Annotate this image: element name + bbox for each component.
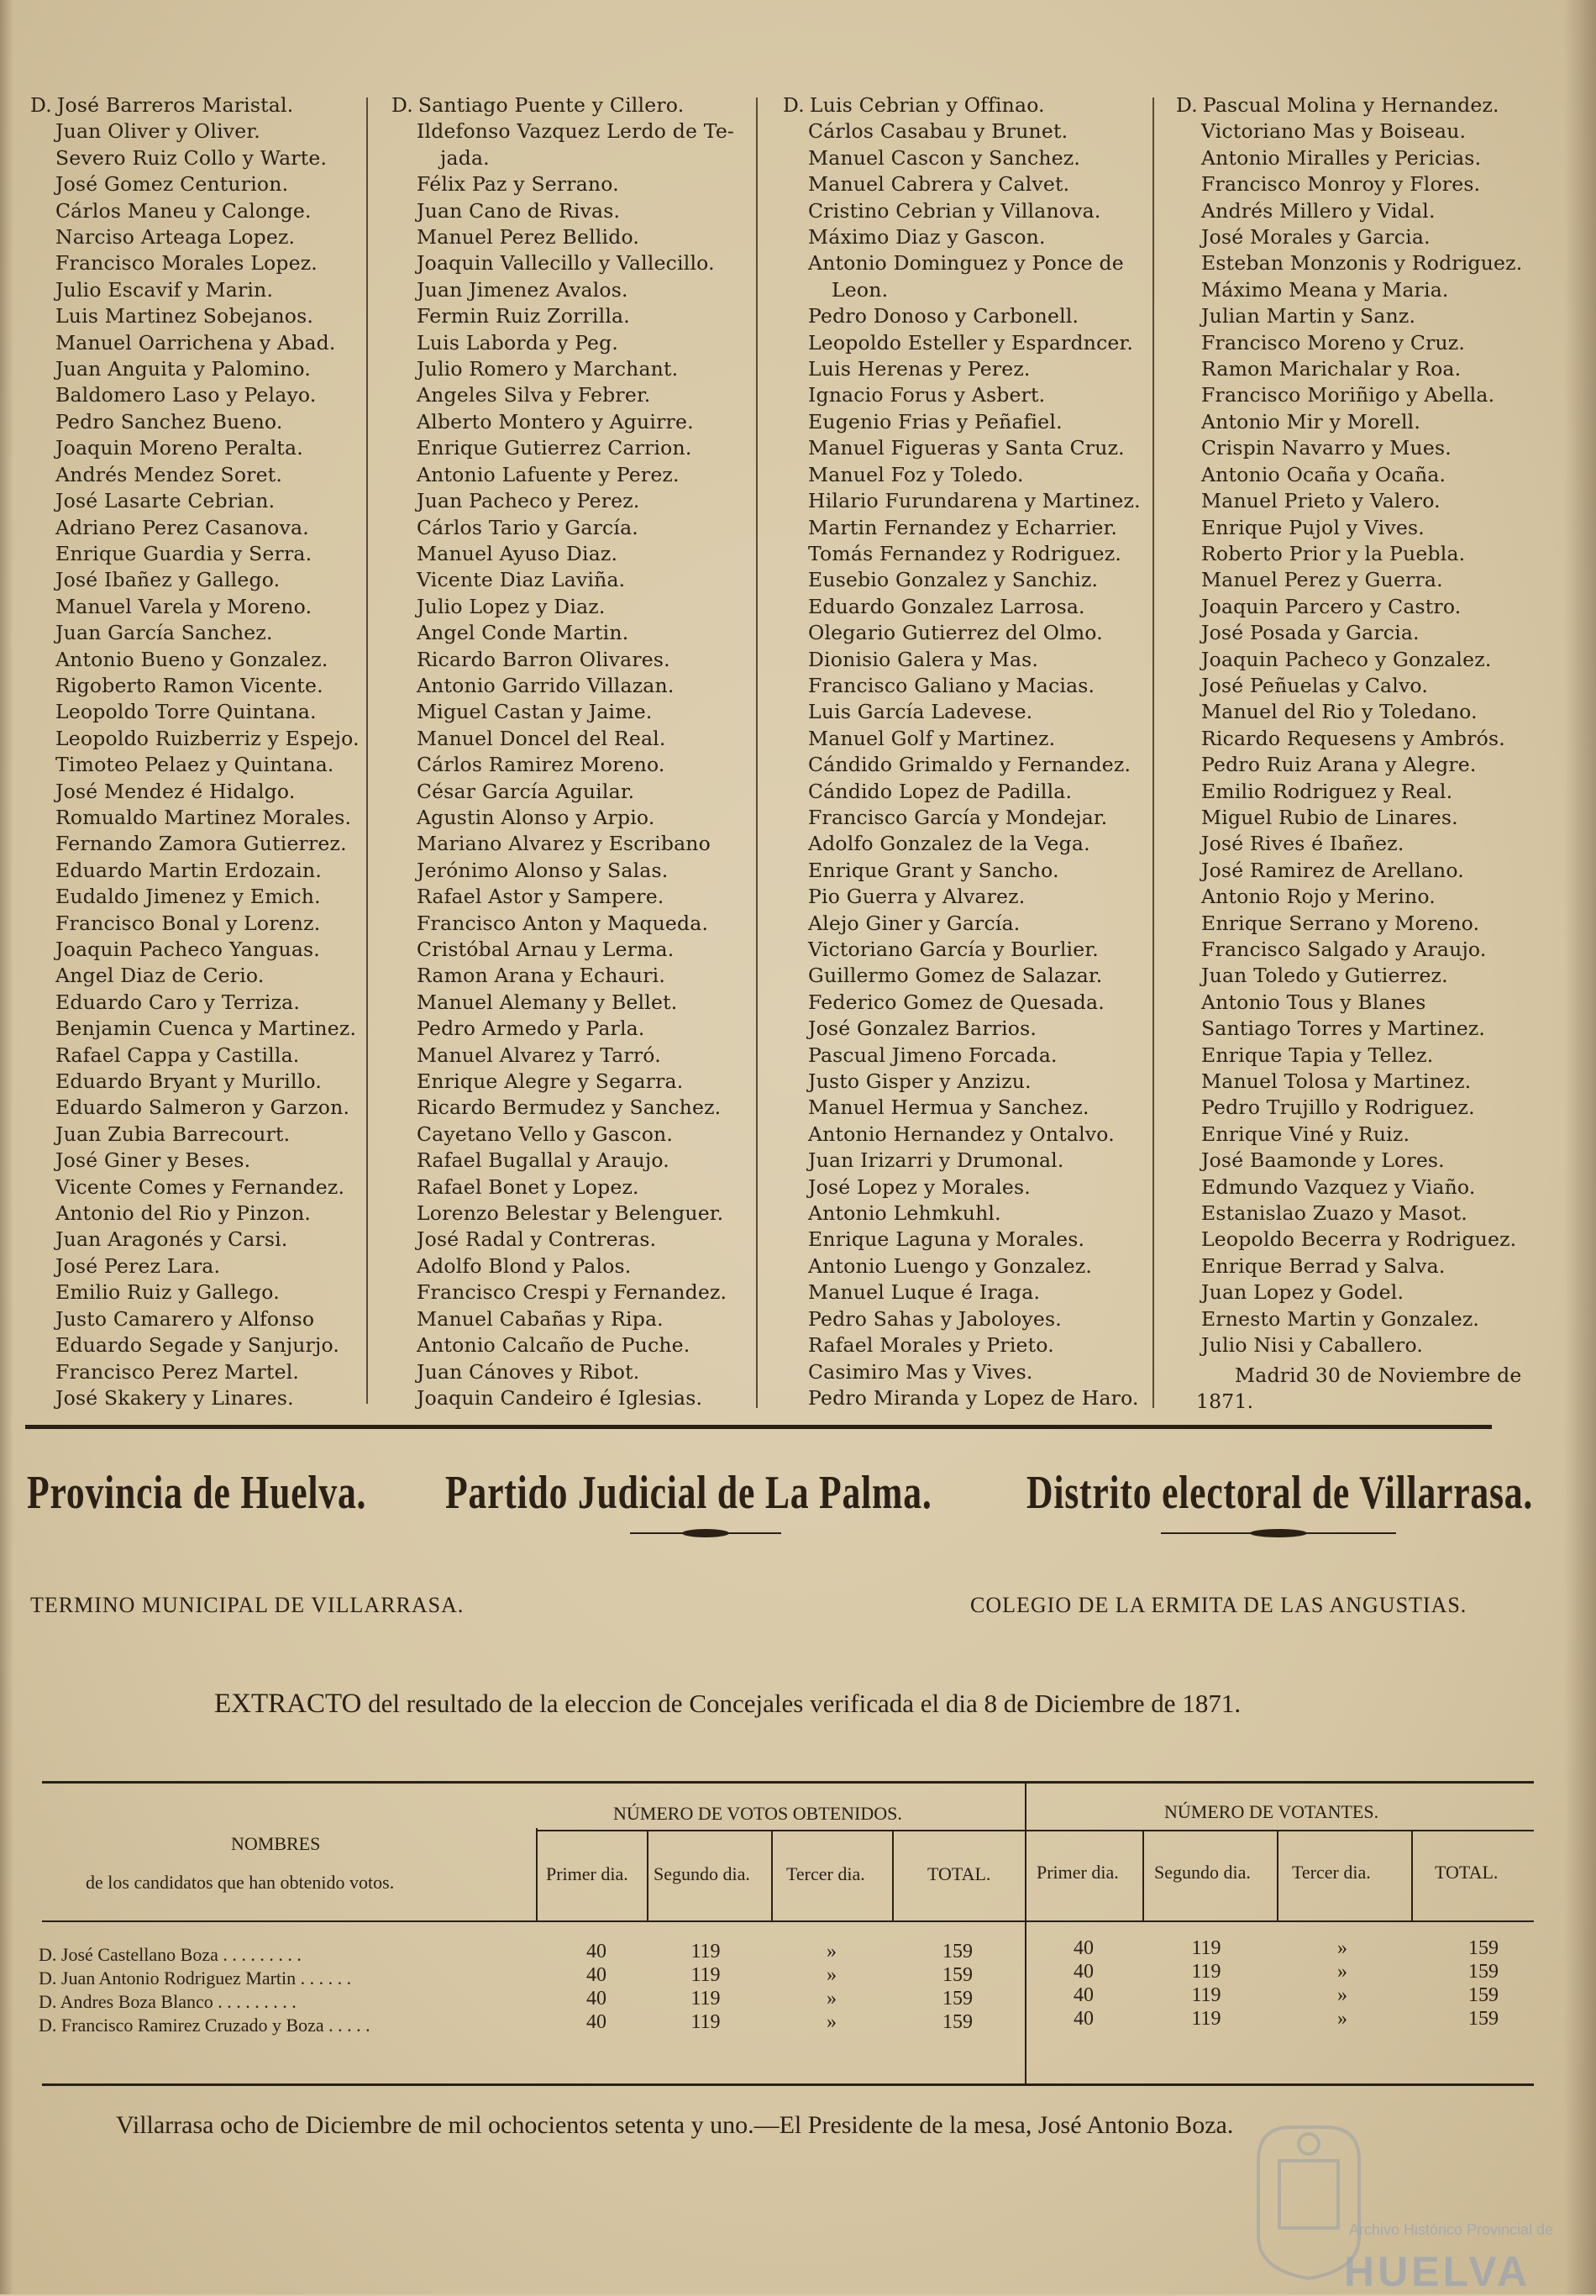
candidate-name: Enrique Pujol y Vives. [1201, 515, 1425, 539]
votos-value: 40 [586, 2011, 606, 2033]
result-candidate-name: D. José Castellano Boza . . . . . . . . . [39, 1944, 302, 1965]
candidate-name: Antonio Mir y Morell. [1201, 409, 1421, 433]
candidate-name: José Mendez é Hidalgo. [55, 779, 296, 803]
candidate-name: Francisco Bonal y Lorenz. [55, 911, 321, 935]
candidate-name: Alejo Giner y García. [808, 911, 1021, 935]
candidate-name: Angel Diaz de Cerio. [55, 964, 265, 988]
candidate-name: Francisco Moreno y Cruz. [1201, 330, 1466, 355]
votos-col-total: TOTAL. [927, 1863, 991, 1884]
candidate-name: Enrique Grant y Sancho. [808, 858, 1059, 882]
header-bottom-line [42, 1920, 1534, 1922]
candidate-name: Manuel Hermua y Sanchez. [808, 1095, 1089, 1120]
candidate-name: Manuel Cascon y Sanchez. [808, 145, 1081, 170]
candidate-name: José Perez Lara. [55, 1253, 221, 1278]
candidate-name: Manuel Perez Bellido. [417, 225, 640, 250]
candidate-name: Pedro Miranda y Lopez de Haro. [808, 1385, 1139, 1410]
candidate-name: José Gonzalez Barrios. [808, 1017, 1037, 1041]
candidate-name: Julio Escavif y Marin. [55, 277, 274, 302]
votantes-col-tercer: Tercer dia. [1292, 1862, 1371, 1883]
candidate-name: Hilario Furundarena y Martinez. [808, 489, 1141, 513]
candidate-name: Juan Jimenez Avalos. [417, 277, 628, 302]
votos-value: 40 [586, 1941, 606, 1962]
candidate-name: Enrique Berrad y Salva. [1201, 1253, 1446, 1278]
votos-value: » [827, 2011, 837, 2033]
candidate-name: Juan Irizarri y Drumonal. [808, 1148, 1064, 1173]
candidate-name: Eduardo Martin Erdozain. [55, 858, 323, 882]
candidate-name: Casimiro Mas y Vives. [808, 1359, 1033, 1384]
candidate-name: Francisco Salgado y Araujo. [1201, 938, 1487, 961]
candidate-name: Antonio del Rio y Pinzon. [55, 1201, 312, 1226]
column-separator-3 [1152, 97, 1154, 1408]
distrito-heading: Distrito electoral de Villarrasa. [1026, 1467, 1534, 1519]
honorific-prefix: D. [783, 93, 805, 117]
candidate-name: José Ramirez de Arellano. [1201, 858, 1464, 882]
names-column-3 [783, 92, 1144, 1411]
candidate-name: Ernesto Martin y Gonzalez. [1201, 1306, 1480, 1331]
candidate-name: Mariano Alvarez y Escribano [417, 832, 711, 856]
candidate-name: Antonio Tous y Blanes [1201, 990, 1426, 1014]
votantes-col-divider-3 [1411, 1831, 1413, 1922]
votantes-col-divider-1 [1142, 1831, 1144, 1922]
candidate-name: Máximo Meana y Maria. [1201, 277, 1449, 302]
candidate-name: Manuel Doncel del Real. [417, 726, 666, 750]
candidate-name: Francisco Crespi y Fernandez. [417, 1280, 727, 1305]
candidate-name: Juan Anguita y Palomino. [55, 357, 312, 381]
candidate-name: Francisco Morales Lopez. [55, 251, 318, 276]
result-candidate-name: D. Andres Boza Blanco . . . . . . . . . [39, 1991, 297, 2012]
candidate-name: Leopoldo Torre Quintana. [55, 700, 317, 724]
candidate-name: Dionisio Galera y Mas. [808, 647, 1039, 671]
candidate-name: Rafael Cappa y Castilla. [55, 1043, 300, 1067]
candidate-name: Julio Romero y Marchant. [417, 357, 679, 381]
candidate-name: Joaquin Parcero y Castro. [1201, 594, 1462, 618]
honorific-prefix: D. [391, 93, 413, 117]
names-column-1 [30, 92, 366, 1411]
candidate-name: Antonio Lafuente y Perez. [417, 462, 680, 486]
candidate-name: Antonio Calcaño de Puche. [417, 1333, 690, 1358]
candidate-name: Antonio Bueno y Gonzalez. [55, 647, 328, 671]
votos-value: 119 [690, 1988, 721, 2010]
votantes-value: 119 [1191, 1961, 1221, 1983]
candidate-name: José Baamonde y Lores. [1201, 1148, 1445, 1173]
candidate-name: Manuel Golf y Martinez. [808, 726, 1056, 750]
votantes-value: 40 [1074, 2008, 1094, 2030]
candidate-name [783, 92, 1144, 118]
candidate-name: Joaquin Vallecillo y Vallecillo. [417, 251, 715, 276]
honorific-prefix: D. [1176, 93, 1198, 117]
candidate-name: Pedro Ruiz Arana y Alegre. [1201, 753, 1477, 777]
candidate-name: José Skakery y Linares. [55, 1385, 294, 1410]
candidate-name: Joaquin Candeiro é Iglesias. [417, 1385, 703, 1410]
partido-heading: Partido Judicial de La Palma. [445, 1467, 932, 1519]
candidate-name: Juan Toledo y Gutierrez. [1201, 964, 1448, 988]
candidate-name: Ramon Arana y Echauri. [417, 964, 666, 988]
candidate-name: Fernando Zamora Gutierrez. [55, 832, 347, 856]
votos-value: 40 [586, 1964, 606, 1986]
candidate-name [391, 92, 744, 118]
votos-col-divider-2 [771, 1831, 773, 1922]
votos-value: 119 [690, 1964, 721, 1986]
table-bottom-rule [42, 2083, 1534, 2086]
extract-text: del resultado de la eleccion de Concejales verificada el dia 8 de Diciembre de 1871. [368, 1689, 1242, 1718]
candidate-name: Antonio Garrido Villazan. [417, 673, 675, 697]
candidate-name: Manuel Prieto y Valero. [1201, 489, 1441, 513]
votantes-value: 159 [1468, 2008, 1499, 2030]
candidate-name: Adolfo Blond y Palos. [417, 1253, 632, 1278]
nombres-header: NOMBRES [231, 1833, 321, 1854]
candidate-name: Pascual Jimeno Forcada. [808, 1043, 1058, 1067]
candidate-name: Severo Ruiz Collo y Warte. [55, 145, 328, 170]
candidate-name: Rafael Bonet y Lopez. [417, 1174, 639, 1199]
votos-value: » [827, 1988, 837, 2010]
candidate-name: José Radal y Contreras. [417, 1227, 657, 1252]
votos-col-divider-3 [892, 1831, 894, 1922]
candidate-name: José Giner y Beses. [55, 1148, 251, 1173]
candidate-name: José Morales y Garcia. [1201, 225, 1431, 250]
candidate-name: Luis Herenas y Perez. [808, 357, 1031, 381]
candidate-name: Cayetano Vello y Gascon. [417, 1122, 674, 1146]
candidate-name: Cándido Lopez de Padilla. [808, 779, 1073, 803]
candidate-name: Cárlos Casabau y Brunet. [808, 119, 1068, 144]
candidate-name: Eugenio Frias y Peñafiel. [808, 409, 1063, 433]
votos-value: 159 [942, 2011, 973, 2033]
candidate-name: José Ibañez y Gallego. [55, 568, 281, 592]
candidate-name: Juan García Sanchez. [55, 621, 273, 645]
candidate-name: Luis García Ladevese. [808, 700, 1033, 724]
candidate-name: Antonio Luengo y Gonzalez. [808, 1253, 1093, 1278]
candidate-name: Enrique Gutierrez Carrion. [417, 436, 692, 460]
votos-value: 159 [942, 1941, 973, 1962]
votantes-col-primer: Primer dia. [1037, 1862, 1119, 1883]
candidate-name: Olegario Gutierrez del Olmo. [808, 621, 1103, 645]
honorific-prefix: D. [30, 93, 52, 117]
column-separator-1 [366, 97, 368, 1404]
candidate-name: Julio Nisi y Caballero. [1201, 1333, 1424, 1358]
candidate-name: Manuel Ayuso Diaz. [417, 541, 618, 565]
candidate-name: Manuel Alvarez y Tarró. [417, 1043, 661, 1067]
candidate-name: Antonio Ocaña y Ocaña. [1201, 462, 1446, 486]
archive-watermark-huelva: HUELVA [1344, 2248, 1531, 2295]
candidate-name: José Lasarte Cebrian. [55, 489, 276, 513]
candidate-name: Manuel del Rio y Toledano. [1201, 700, 1478, 724]
candidate-name: Julian Martin y Sanz. [1201, 304, 1416, 328]
votantes-value: 159 [1468, 1961, 1499, 1983]
candidate-name-text: Pascual Molina y Hernandez. [1202, 93, 1499, 117]
candidate-name: Antonio Lehmkuhl. [808, 1201, 1001, 1226]
colegio-heading: COLEGIO DE LA ERMITA DE LAS ANGUSTIAS. [970, 1593, 1467, 1617]
candidate-name: Pio Guerra y Alvarez. [808, 885, 1026, 909]
votos-value: » [827, 1964, 837, 1986]
candidate-name: Ramon Marichalar y Roa. [1201, 357, 1462, 381]
candidate-name: Cándido Grimaldo y Fernandez. [808, 753, 1131, 777]
candidate-name: Juan Aragonés y Carsi. [55, 1227, 288, 1252]
candidate-name: Manuel Cabañas y Ripa. [417, 1306, 664, 1331]
candidate-name: Manuel Perez y Guerra. [1201, 568, 1443, 592]
candidate-name: Francisco Anton y Maqueda. [417, 911, 709, 935]
candidate-name: Francisco Moriñigo y Abella. [1201, 383, 1495, 407]
candidate-name: Ignacio Forus y Asbert. [808, 383, 1046, 407]
candidate-name: Vicente Diaz Laviña. [417, 568, 626, 592]
candidate-name: Lorenzo Belestar y Belenguer. [417, 1201, 724, 1226]
candidate-name: Vicente Comes y Fernandez. [55, 1174, 345, 1199]
candidate-name: Angel Conde Martin. [417, 621, 629, 645]
candidate-name: Leopoldo Esteller y Espardncer. [808, 330, 1134, 355]
votantes-value: 119 [1191, 1937, 1221, 1959]
candidate-name: Cristino Cebrian y Villanova. [808, 198, 1101, 223]
candidate-name: Timoteo Pelaez y Quintana. [55, 753, 334, 777]
candidate-name: Manuel Cabrera y Calvet. [808, 172, 1070, 197]
nombres-subheader: de los candidatos que han obtenido votos. [86, 1872, 395, 1893]
candidate-name: Francisco Monroy y Flores. [1201, 172, 1481, 197]
candidate-name: José Posada y Garcia. [1201, 621, 1420, 645]
candidate-name: Manuel Oarrichena y Abad. [55, 330, 336, 355]
provincia-heading: Provincia de Huelva. [27, 1467, 367, 1519]
candidate-name: Guillermo Gomez de Salazar. [808, 964, 1103, 988]
votos-value: 119 [690, 2011, 721, 2033]
candidate-name: Pedro Sahas y Jaboloyes. [808, 1306, 1062, 1331]
candidate-name: Juan Zubia Barrecourt. [55, 1122, 291, 1146]
candidate-name: Ricardo Barron Olivares. [417, 647, 670, 671]
candidate-name: Tomás Fernandez y Rodriguez. [808, 541, 1121, 565]
candidate-name: Emilio Rodriguez y Real. [1201, 779, 1453, 803]
votos-col-divider-1 [647, 1831, 648, 1922]
candidate-name: Francisco García y Mondejar. [808, 805, 1108, 829]
candidate-name: Antonio Hernandez y Ontalvo. [808, 1122, 1115, 1146]
candidate-name: Romualdo Martinez Morales. [55, 805, 352, 829]
candidate-name: Miguel Rubio de Linares. [1201, 805, 1458, 829]
names-column-divider [536, 1828, 538, 1922]
candidate-name [1176, 92, 1546, 118]
candidate-name: Ricardo Requesens y Ambrós. [1201, 726, 1505, 750]
votos-col-segundo: Segundo dia. [654, 1863, 750, 1884]
candidate-name: Andrés Millero y Vidal. [1201, 198, 1436, 223]
candidate-name: Luis Martinez Sobejanos. [55, 304, 314, 328]
candidate-name-text: Santiago Puente y Cillero. [417, 93, 685, 117]
candidate-name: Antonio Dominguez y Ponce de [808, 251, 1124, 276]
candidate-name: Roberto Prior y la Puebla. [1201, 541, 1466, 565]
table-top-rule [42, 1781, 1534, 1784]
votantes-col-total: TOTAL. [1435, 1862, 1499, 1883]
candidate-name: Juan Cánoves y Ribot. [417, 1359, 640, 1384]
candidate-name-text: Luis Cebrian y Offinao. [809, 93, 1045, 117]
votos-value: 40 [586, 1988, 606, 2010]
votos-col-primer: Primer dia. [546, 1863, 628, 1884]
candidate-name: Pedro Sanchez Bueno. [55, 409, 283, 433]
candidate-name: Leon. [832, 277, 889, 302]
candidate-name: Martin Fernandez y Echarrier. [808, 515, 1118, 539]
candidate-name: Manuel Luque é Iraga. [808, 1280, 1041, 1305]
votos-value: 159 [942, 1988, 973, 2010]
votantes-value: » [1337, 1937, 1347, 1959]
archive-watermark-caption: Archivo Histórico Provincial de [1349, 2221, 1554, 2238]
candidate-name: Eudaldo Jimenez y Emich. [55, 885, 321, 909]
candidate-name: Victoriano García y Bourlier. [808, 938, 1099, 961]
paper-edge-left [0, 0, 13, 2294]
candidate-name: Rafael Morales y Prieto. [808, 1333, 1054, 1358]
votantes-value: 159 [1468, 1937, 1499, 1959]
ornament-rule-distrito [1161, 1527, 1396, 1539]
candidate-name: Cárlos Tario y García. [417, 515, 638, 539]
candidate-name: Francisco Galiano y Macias. [808, 673, 1095, 697]
candidate-name: Manuel Foz y Toledo. [808, 462, 1024, 486]
candidate-name: Eduardo Segade y Sanjurjo. [55, 1333, 340, 1358]
votos-value: 119 [690, 1941, 721, 1962]
candidate-name: Enrique Tapia y Tellez. [1201, 1043, 1434, 1067]
candidate-name: Ildefonso Vazquez Lerdo de Te- [417, 119, 735, 144]
result-candidate-name: D. Francisco Ramirez Cruzado y Boza . . . . . [39, 2015, 370, 2036]
candidate-name: Angeles Silva y Febrer. [417, 383, 651, 407]
candidate-name: Félix Paz y Serrano. [417, 172, 619, 197]
candidate-name: José Peñuelas y Calvo. [1201, 673, 1429, 697]
extract-line [214, 1689, 1241, 1720]
candidate-name: Pedro Donoso y Carbonell. [808, 304, 1079, 328]
candidate-name: Enrique Guardia y Serra. [55, 541, 312, 565]
candidate-name: Santiago Torres y Martinez. [1201, 1017, 1486, 1041]
candidate-name: Adriano Perez Casanova. [55, 515, 309, 539]
candidate-name: Benjamin Cuenca y Martinez. [55, 1017, 357, 1041]
candidate-name: Rafael Bugallal y Araujo. [417, 1148, 669, 1173]
candidate-name: Rigoberto Ramon Vicente. [55, 673, 323, 697]
candidate-name: Jerónimo Alonso y Salas. [417, 858, 669, 882]
candidate-name: Enrique Alegre y Segarra. [417, 1069, 684, 1094]
candidate-name: Juan Lopez y Godel. [1201, 1280, 1404, 1305]
candidate-name: Juan Oliver y Oliver. [55, 119, 260, 144]
candidate-name: Joaquin Pacheco y Gonzalez. [1201, 647, 1492, 671]
votantes-col-divider-2 [1277, 1831, 1278, 1922]
termino-municipal: TERMINO MUNICIPAL DE VILLARRASA. [30, 1593, 465, 1617]
candidate-name: Agustin Alonso y Arpio. [417, 805, 655, 829]
votantes-col-segundo: Segundo dia. [1154, 1862, 1251, 1883]
candidate-name: Manuel Alemany y Bellet. [417, 990, 678, 1014]
candidate-name: Pedro Armedo y Parla. [417, 1017, 645, 1041]
signoff-year-line: 1871. [1196, 1389, 1254, 1413]
candidate-name: Ricardo Bermudez y Sanchez. [417, 1095, 722, 1120]
candidate-name: Máximo Diaz y Gascon. [808, 225, 1046, 250]
result-candidate-name: D. Juan Antonio Rodriguez Martin . . . . . . [39, 1968, 352, 1989]
candidate-name [30, 92, 366, 118]
votos-value: 159 [942, 1964, 973, 1986]
candidate-name: José Gomez Centurion. [55, 172, 289, 197]
votos-value: » [827, 1941, 837, 1962]
votantes-value: 40 [1074, 1937, 1094, 1959]
votos-col-tercer: Tercer dia. [786, 1863, 865, 1884]
candidate-name: Crispin Navarro y Mues. [1201, 436, 1452, 460]
votos-group-underline [538, 1830, 1025, 1831]
candidate-name: Eduardo Caro y Terriza. [55, 990, 301, 1014]
candidate-name: Enrique Laguna y Morales. [808, 1227, 1085, 1252]
votantes-value: 159 [1468, 1984, 1499, 2006]
candidate-name: César García Aguilar. [417, 779, 635, 803]
candidate-name: Miguel Castan y Jaime. [417, 700, 653, 724]
candidate-name: Cárlos Ramirez Moreno. [417, 753, 665, 777]
votantes-group-underline [1026, 1830, 1534, 1831]
candidate-name: Esteban Monzonis y Rodriguez. [1201, 251, 1523, 276]
candidate-name: Pedro Trujillo y Rodriguez. [1201, 1095, 1475, 1120]
candidate-name: José Rives é Ibañez. [1201, 832, 1404, 856]
votantes-value: 40 [1074, 1961, 1094, 1983]
candidate-name: Victoriano Mas y Boiseau. [1201, 119, 1467, 144]
candidate-name: jada. [440, 145, 490, 170]
candidate-name: José Lopez y Morales. [808, 1174, 1031, 1199]
candidate-name: Manuel Varela y Moreno. [55, 594, 312, 618]
votantes-value: 119 [1191, 1984, 1221, 2006]
candidate-name: Manuel Tolosa y Martinez. [1201, 1069, 1472, 1094]
votantes-value: » [1337, 2008, 1347, 2030]
votantes-value: 119 [1191, 2008, 1221, 2030]
candidate-name: Alberto Montero y Aguirre. [417, 409, 694, 433]
candidate-name: Rafael Astor y Sampere. [417, 885, 664, 909]
candidate-name: Eduardo Salmeron y Garzon. [55, 1095, 350, 1120]
votos-group-header: NÚMERO DE VOTOS OBTENIDOS. [613, 1803, 902, 1824]
candidate-name: Joaquin Pacheco Yanguas. [55, 938, 320, 961]
closing-statement: Villarrasa ocho de Diciembre de mil ochocientos setenta y uno.—El Presidente de la mesa, José Antonio Boza. [116, 2111, 1234, 2139]
candidate-name: Eduardo Bryant y Murillo. [55, 1069, 323, 1094]
candidate-name: Enrique Serrano y Moreno. [1201, 911, 1480, 935]
votantes-value: 40 [1074, 1984, 1094, 2006]
candidate-name: Andrés Mendez Soret. [55, 462, 283, 486]
candidate-name: Francisco Perez Martel. [55, 1359, 300, 1384]
ornament-rule-partido [630, 1527, 781, 1539]
votantes-group-header: NÚMERO DE VOTANTES. [1164, 1801, 1379, 1822]
section-divider-rule [25, 1425, 1492, 1429]
candidate-name: Baldomero Laso y Pelayo. [55, 383, 317, 407]
candidate-name: Leopoldo Becerra y Rodriguez. [1201, 1227, 1517, 1252]
candidate-name: Eduardo Gonzalez Larrosa. [808, 594, 1085, 618]
signoff-date-line: Madrid 30 de Noviembre de [1235, 1363, 1522, 1387]
candidate-name: Fermin Ruiz Zorrilla. [417, 304, 630, 328]
candidate-name: Estanislao Zuazo y Masot. [1201, 1201, 1467, 1226]
votantes-value: » [1337, 1961, 1347, 1983]
candidate-name: Enrique Viné y Ruiz. [1201, 1122, 1410, 1146]
candidate-name: Emilio Ruiz y Gallego. [55, 1280, 280, 1305]
candidate-name: Antonio Miralles y Pericias. [1201, 145, 1482, 170]
group-divider-line [1025, 1781, 1026, 2083]
paper-edge-right [1564, 0, 1596, 2294]
names-column-2 [391, 92, 744, 1411]
candidate-name: Juan Pacheco y Perez. [417, 489, 640, 513]
candidate-name: Narciso Arteaga Lopez. [55, 225, 296, 250]
candidate-name: Edmundo Vazquez y Viaño. [1201, 1174, 1476, 1199]
candidate-name: Cristóbal Arnau y Lerma. [417, 938, 675, 961]
candidate-name: Justo Gisper y Anzizu. [808, 1069, 1032, 1094]
candidate-name: Julio Lopez y Diaz. [417, 594, 606, 618]
candidate-name-text: José Barreros Maristal. [56, 93, 294, 117]
candidate-name: Eusebio Gonzalez y Sanchiz. [808, 568, 1099, 592]
names-column-4 [1176, 92, 1546, 1415]
candidate-name: Manuel Figueras y Santa Cruz. [808, 436, 1125, 460]
extract-word: EXTRACTO [214, 1689, 362, 1719]
candidate-name: Joaquin Moreno Peralta. [55, 436, 303, 460]
candidate-name: Cárlos Maneu y Calonge. [55, 198, 312, 223]
column-separator-2 [756, 97, 758, 1408]
candidate-name: Justo Camarero y Alfonso [55, 1306, 315, 1331]
candidate-name: Juan Cano de Rivas. [417, 198, 621, 223]
candidate-name: Leopoldo Ruizberriz y Espejo. [55, 726, 360, 750]
candidate-name: Adolfo Gonzalez de la Vega. [808, 832, 1090, 856]
candidate-name: Luis Laborda y Peg. [417, 330, 619, 355]
candidate-name: Federico Gomez de Quesada. [808, 990, 1105, 1014]
votantes-value: » [1337, 1984, 1347, 2006]
candidate-name: Antonio Rojo y Merino. [1201, 885, 1436, 909]
